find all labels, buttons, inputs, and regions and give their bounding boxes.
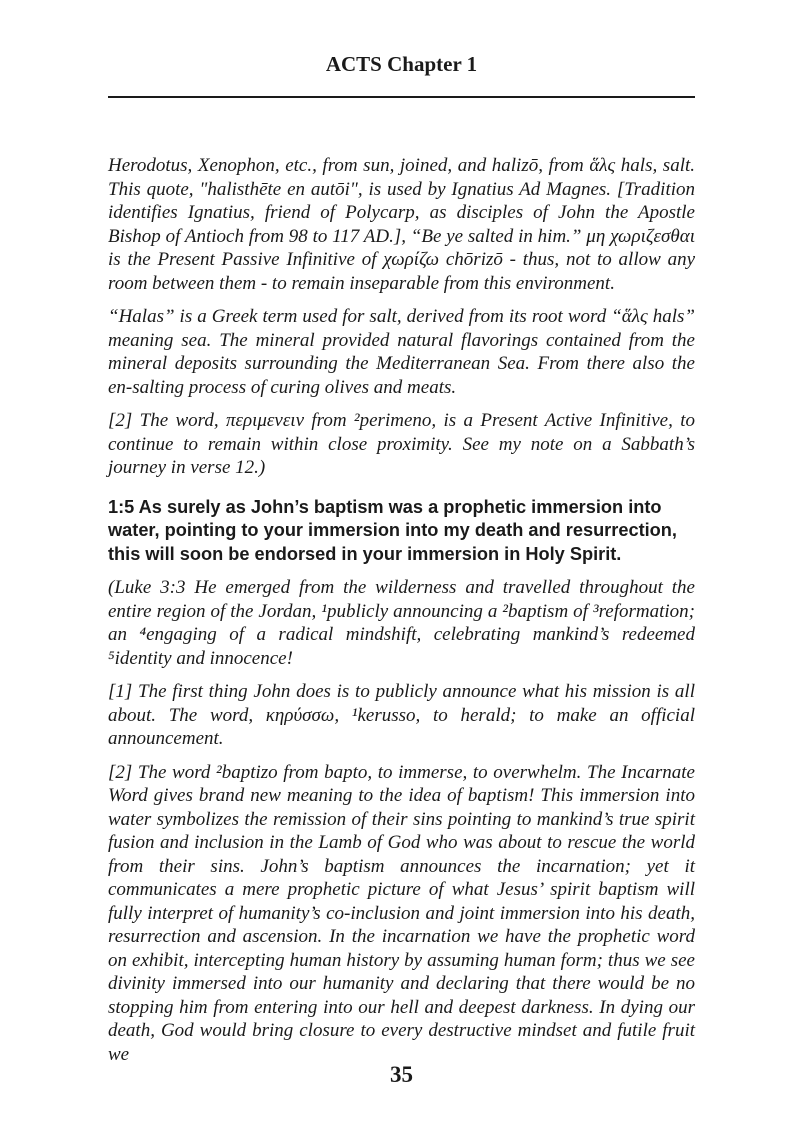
page-number: 35 <box>390 1062 413 1087</box>
cross-reference-paragraph: (Luke 3:3 He emerged from the wilderness and travelled throughout the entire region of the Jordan, ¹publicly announcing a ²baptism of ³reformation; an ⁴engaging of a radical mindshift, celebrating mankind’s redeemed ⁵identity and innocence! <box>108 577 695 669</box>
footnote-paragraph: [2] The word, περιμενειν from ²perimeno, is a Present Active Infinitive, to continue to remain within close proximity. See my note on a Sabbath’s journey in verse 12.) <box>108 410 695 478</box>
commentary-paragraph: “Halas” is a Greek term used for salt, derived from its root word “ἅλς hals” meaning sea. The mineral provided natural flavorings contained from the mineral deposits surrounding the Mediterranean Sea. From there also the en-salting process of curing olives and meats. <box>108 306 695 398</box>
footnote-paragraph: [2] The word ²baptizo from bapto, to immerse, to overwhelm. The Incarnate Word gives brand new meaning to the idea of baptism! This immersion into water symbolizes the remission of their sins pointing to mankind’s true spirit fusion and inclusion in the Lamb of God who was about to rescue the world from their sins. John’s baptism announces the incarnation; yet it communicates a mere prophetic picture of what Jesus’ spirit baptism will fully interpret of humanity’s co-inclusion and joint immersion into his death, resurrection and ascension. In the incarnation we have the prophetic word on exhibit, intercepting human history by assuming human form; thus we see divinity immersed into our humanity and declaring that there would be no stopping him from entering into our hell and deepest darkness. In dying our death, God would bring closure to every destructive mindset and futile fruit we <box>108 761 695 1065</box>
footnote-paragraph: [1] The first thing John does is to publicly announce what his mission is all about. The word, κηρύσσω, ¹kerusso, to herald; to make an official announcement. <box>108 681 695 749</box>
header-rule <box>108 96 695 98</box>
verse-translation: 1:5 As surely as John’s baptism was a prophetic immersion into water, pointing to your immersion into my death and resurrection, this will soon be endorsed in your immersion in Holy Spirit. <box>108 496 677 564</box>
running-header: ACTS Chapter 1 <box>325 52 478 76</box>
commentary-paragraph: Herodotus, Xenophon, etc., from sun, joined, and halizō, from ἅλς hals, salt. This quote, "halisthēte en autōi", is used by Ignatius Ad Magnes. [Tradition identifies Ignatius, friend of Polycarp, as disciples of John the Apostle Bishop of Antioch from 98 to 117 AD.], “Be ye salted in him.” μη χωριζεσθαι is the Present Passive Infinitive of χωρίζω chōrizō - thus, not to allow any room between them - to remain inseparable from this environment. <box>108 155 695 294</box>
page-body <box>108 154 695 1076</box>
